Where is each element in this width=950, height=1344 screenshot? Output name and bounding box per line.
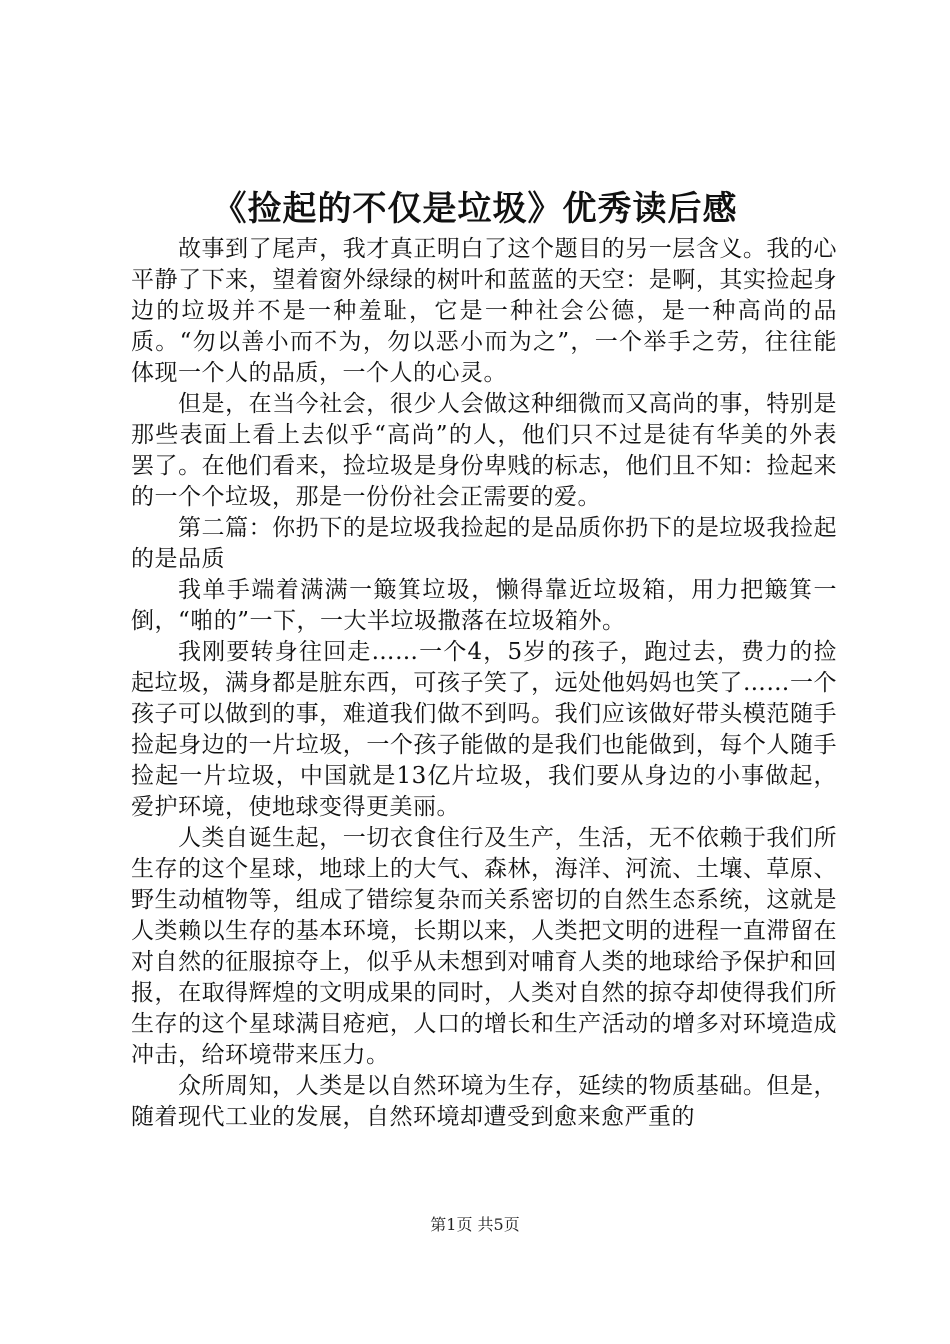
paragraph: 我刚要转身往回走……一个4，5岁的孩子，跑过去，费力的捡起垃圾，满身都是脏东西，可孩子笑了，远处他妈妈也笑了……一个孩子可以做到的事，难道我们做不到吗。我们应该做好带头模范随手捡起身边的一片垃圾，一个孩子能做的是我们也能做到，每个人随手捡起一片垃圾，中国就是13亿片垃圾，我们要从身边的小事做起，爱护环境，使地球变得更美丽。 bbox=[131, 639, 837, 820]
paragraph: 但是，在当今社会，很少人会做这种细微而又高尚的事，特别是那些表面上看上去似乎“高尚”的人，他们只不过是徒有华美的外表罢了。在他们看来，捡垃圾是身份卑贱的标志，他们且不知：捡起来的一个个垃圾，那是一份份社会正需要的爱。 bbox=[131, 391, 837, 510]
paragraph: 我单手端着满满一簸箕垃圾，懒得靠近垃圾箱，用力把簸箕一倒，“啪的”一下，一大半垃圾撒落在垃圾箱外。 bbox=[131, 577, 837, 634]
paragraph: 故事到了尾声，我才真正明白了这个题目的另一层含义。我的心平静了下来，望着窗外绿绿的树叶和蓝蓝的天空：是啊，其实捡起身边的垃圾并不是一种羞耻，它是一种社会公德，是一种高尚的品质。“勿以善小而不为，勿以恶小而为之”，一个举手之劳，往往能体现一个人的品质，一个人的心灵。 bbox=[131, 236, 837, 386]
paragraph: 众所周知，人类是以自然环境为生存，延续的物质基础。但是，随着现代工业的发展，自然环境却遭受到愈来愈严重的 bbox=[131, 1073, 837, 1130]
page-footer: 第1页 共5页 bbox=[430, 1215, 520, 1234]
page-title: 《捡起的不仅是垃圾》优秀读后感 bbox=[212, 189, 738, 229]
document-body bbox=[131, 234, 837, 1133]
section-heading: 第二篇：你扔下的是垃圾我捡起的是品质你扔下的是垃圾我捡起的是品质 bbox=[131, 515, 837, 572]
paragraph: 人类自诞生起，一切衣食住行及生产，生活，无不依赖于我们所生存的这个星球，地球上的大气、森林，海洋、河流、土壤、草原、野生动植物等，组成了错综复杂而关系密切的自然生态系统，这就是人类赖以生存的基本环境，长期以来，人类把文明的进程一直滞留在对自然的征服掠夺上，似乎从未想到对哺育人类的地球给予保护和回报，在取得辉煌的文明成果的同时，人类对自然的掠夺却使得我们所生存的这个星球满目疮疤，人口的增长和生产活动的增多对环境造成冲击，给环境带来压力。 bbox=[131, 825, 837, 1068]
